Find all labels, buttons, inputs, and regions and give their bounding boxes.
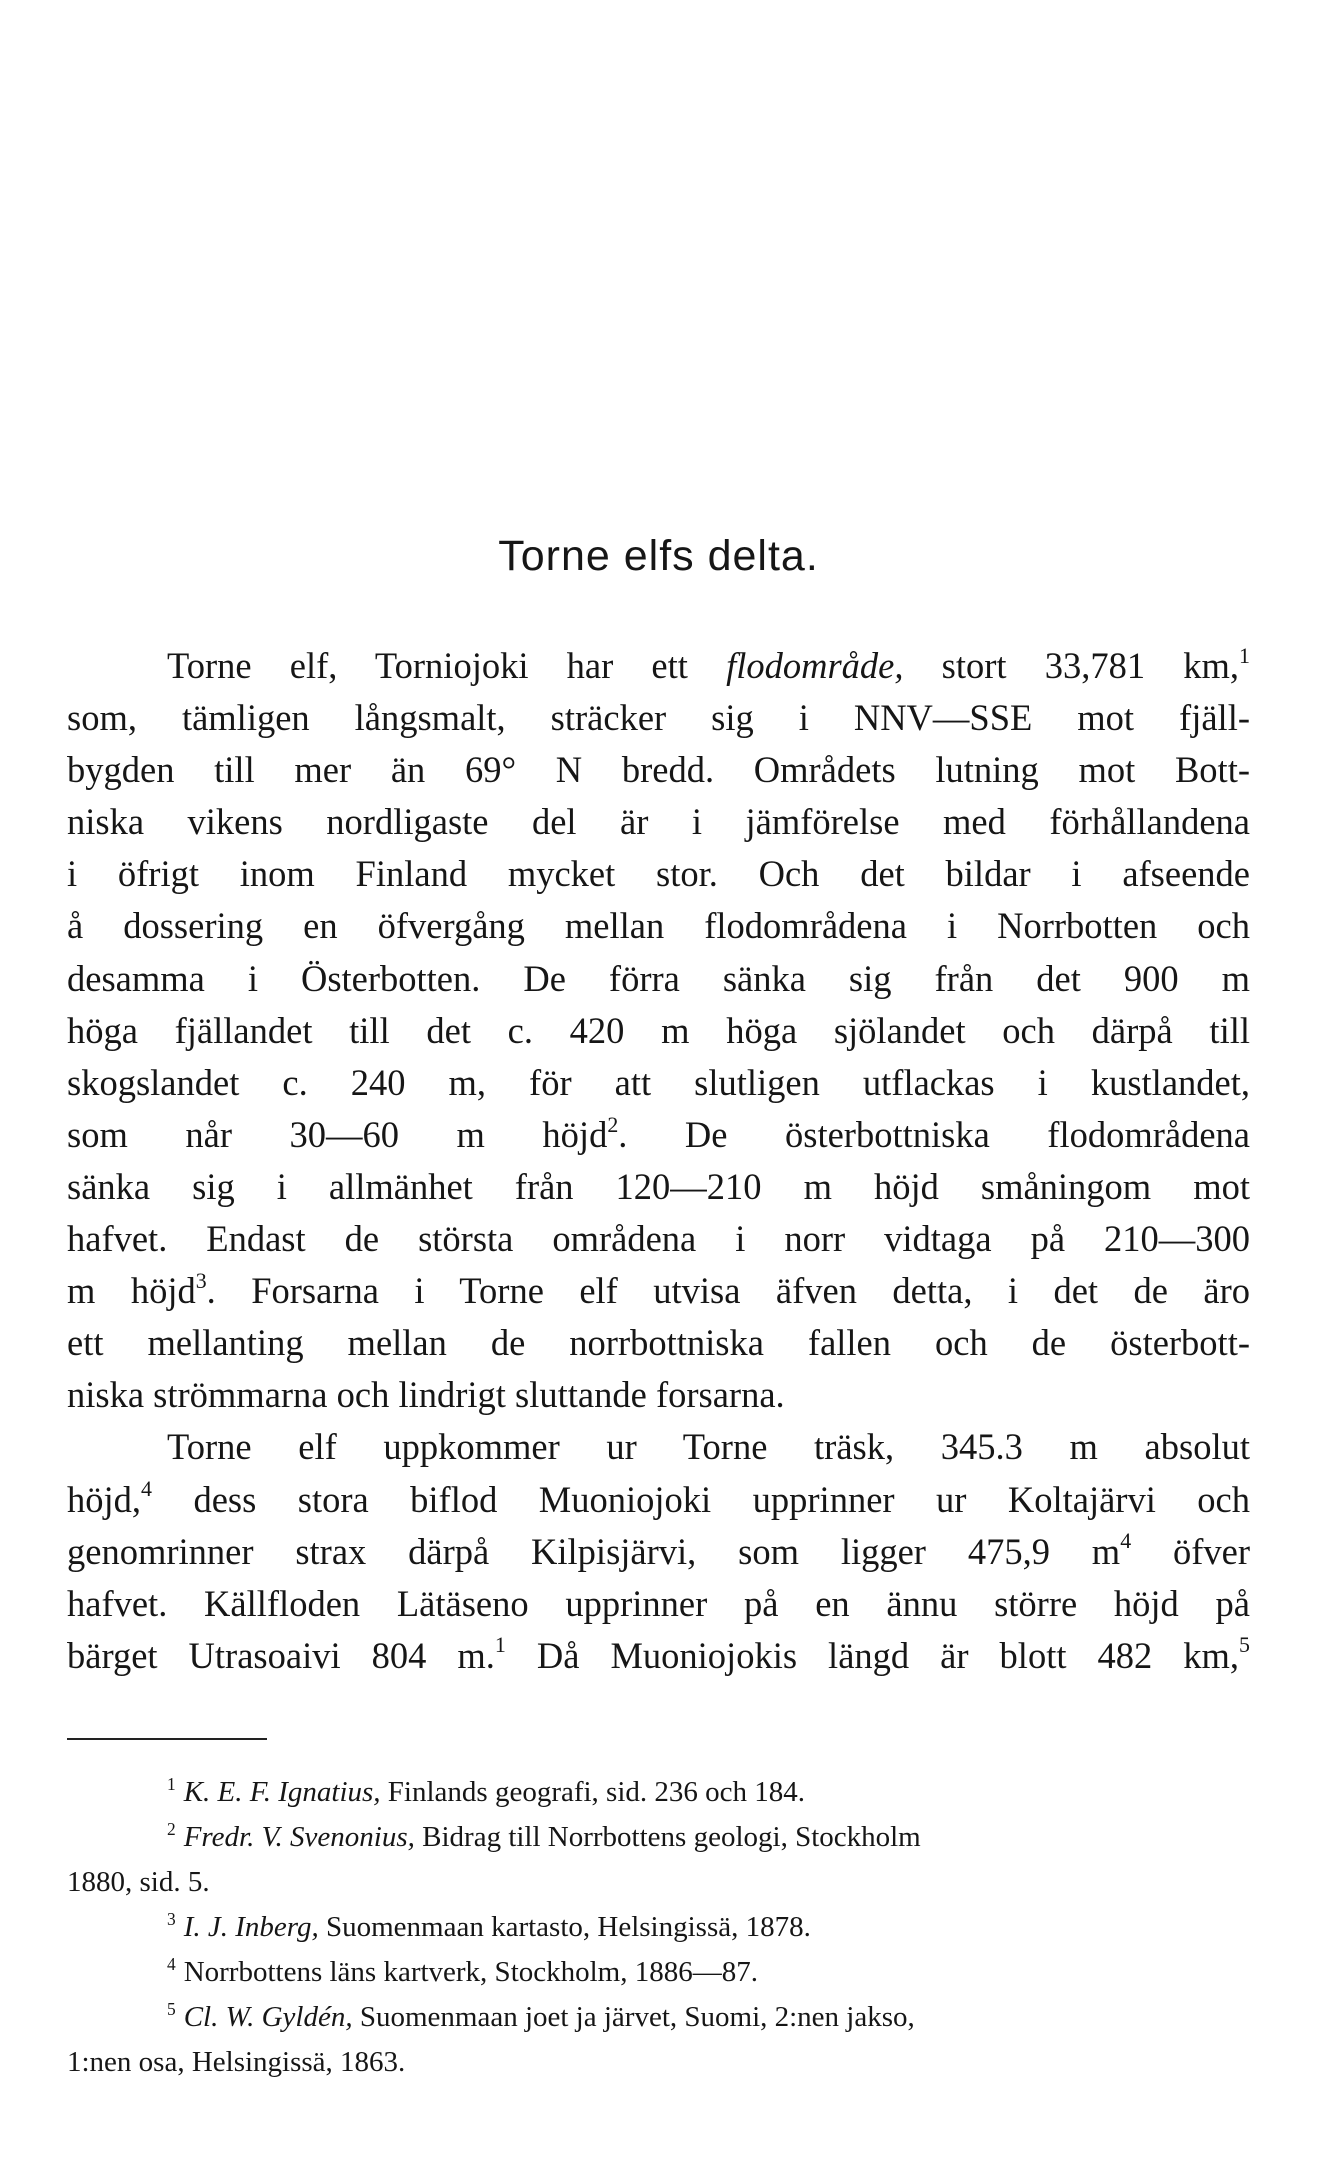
emphasis: flodområde,: [726, 645, 904, 686]
text-line: ett mellanting mellan de norrbottniska fallen och de österbott-: [67, 1322, 1250, 1364]
text-line: bygden till mer än 69° N bredd. Områdets lutning mot Bott-: [67, 749, 1250, 791]
page-title: Torne elfs delta.: [498, 532, 819, 580]
footnote-ref: 2: [607, 1111, 619, 1137]
text-line: Torne elf, Torniojoki har ett flodområde, stort 33,781 km,$^1$: [167, 642, 1250, 686]
text-line: som, tämligen långsmalt, sträcker sig i NNV—SSE mot fjäll-: [67, 697, 1250, 739]
text-line: hafvet. Källfloden Lätäseno upprinner på en ännu större höjd på: [67, 1582, 1250, 1624]
footnote-ref: 4: [141, 1476, 152, 1502]
text-line: bärget Utrasoaivi 804 m.$^1$ Då Muoniojokis längd är blott 482 km,$^5$: [67, 1632, 1250, 1676]
footnote-2: $^2$ Fredr. V. Svenonius, Bidrag till Norrbottens geologi, Stockholm: [167, 1819, 921, 1853]
text-line: å dossering en öfvergång mellan flodområdena i Norrbotten och: [67, 905, 1250, 947]
footnote-ref: 5: [1239, 1632, 1250, 1658]
text-line: som når 30—60 m höjd$^2$. De österbottniska flodområdena: [67, 1111, 1251, 1155]
footnote-3: $^3$ I. J. Inberg, Suomenmaan kartasto, Helsingissä, 1878.: [167, 1909, 811, 1943]
text-line: genomrinner strax därpå Kilpisjärvi, som ligger 475,9 $m^4$ öfver: [67, 1528, 1250, 1572]
text-line: Torne elf uppkommer ur Torne träsk, 345.3 m absolut: [167, 1426, 1250, 1468]
text-line: niska vikens nordligaste del är i jämförelse med förhållandena: [67, 801, 1250, 843]
text-line: niska strömmarna och lindrigt sluttande forsarna.: [67, 1374, 785, 1416]
footnote-ref: 4: [1120, 1528, 1132, 1554]
footnote-5: $^5$ Cl. W. Gyldén, Suomenmaan joet ja järvet, Suomi, 2:nen jakso,: [167, 1999, 915, 2033]
footnote-divider: [67, 1738, 267, 1740]
text-line: hafvet. Endast de största områdena i norr vidtaga på 210—300: [67, 1218, 1250, 1260]
paragraph-1: [67, 640, 1250, 1421]
footnote-ref: 3: [195, 1267, 207, 1293]
footnote-5-continued: 1:nen osa, Helsingissä, 1863.: [67, 2046, 406, 2078]
paragraph-2: [67, 1421, 1250, 1681]
footnote-ref: 1: [494, 1632, 506, 1658]
footnote-1: $^1$ K. E. F. Ignatius, Finlands geografi, sid. 236 och 184.: [167, 1774, 806, 1808]
text-line: skogslandet c. 240 m, för att slutligen utflackas i kustlandet,: [67, 1061, 1250, 1103]
text-line: i öfrigt inom Finland mycket stor. Och det bildar i afseende: [67, 853, 1250, 895]
text-line: sänka sig i allmänhet från 120—210 m höjd småningom mot: [67, 1165, 1250, 1207]
text-line: desamma i Österbotten. De förra sänka sig från det 900 m: [67, 957, 1250, 999]
footnotes: [67, 1770, 1250, 2085]
footnote-2-continued: 1880, sid. 5.: [67, 1866, 210, 1898]
footnote-ref: 1: [1239, 642, 1250, 668]
footnote-4: $^4$ Norrbottens läns kartverk, Stockholm, 1886—87.: [167, 1954, 758, 1988]
text-line: m höjd$^3$. Forsarna i Torne elf utvisa äfven detta, i det de äro: [67, 1267, 1250, 1312]
text-line: höjd,$^4$ dess stora biflod Muoniojoki upprinner ur Koltajärvi och: [67, 1476, 1250, 1520]
text-line: höga fjällandet till det c. 420 m höga sjölandet och därpå till: [67, 1009, 1250, 1051]
body-text: [67, 640, 1250, 1682]
